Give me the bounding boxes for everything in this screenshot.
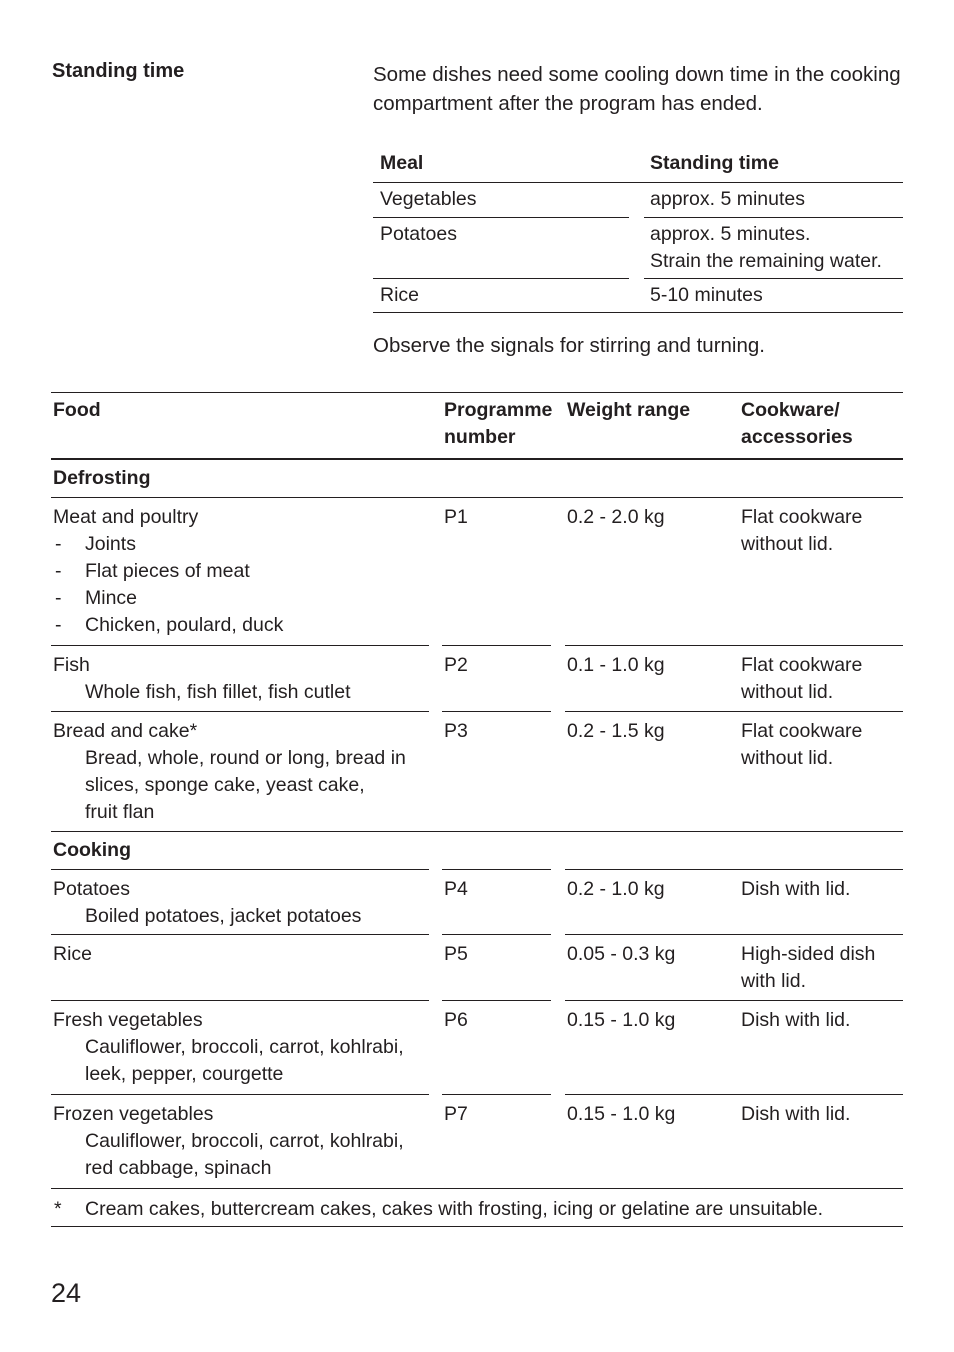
header-weight: Weight range: [567, 399, 691, 421]
time-cell: 5-10 minutes: [650, 284, 763, 306]
intro-text: Some dishes need some cooling down time in the cooking compartment after the program has ended.: [373, 63, 901, 115]
header-cookware: Cookware/ accessories: [741, 399, 853, 448]
table-row: [373, 279, 903, 313]
programme-table: [51, 392, 903, 1227]
list-item: - Chicken, poulard, duck: [53, 612, 423, 639]
time-cell: approx. 5 minutes: [650, 188, 806, 210]
footnote-text: Cream cakes, buttercream cakes, cakes with frosting, icing or gelatine are unsuitable.: [85, 1198, 824, 1220]
section-defrosting: [51, 460, 903, 498]
header-meal: Meal: [380, 152, 424, 174]
weight-cell: 0.2 - 2.0 kg: [567, 506, 665, 528]
programme-cell: P1: [444, 506, 468, 528]
food-cell: Fresh vegetables Cauliflower, broccoli, carrot, kohlrabi, leek, pepper, courgette: [53, 1009, 404, 1085]
food-cell: Rice: [53, 943, 93, 965]
food-cell: Potatoes Boiled potatoes, jacket potatoes: [53, 878, 362, 927]
list-item: - Mince: [53, 585, 423, 612]
section-title-cooking: Cooking: [53, 839, 131, 861]
standing-table-header: [373, 146, 903, 183]
weight-cell: 0.1 - 1.0 kg: [567, 654, 665, 676]
section-title-defrosting: Defrosting: [53, 467, 151, 489]
list-item: - Flat pieces of meat: [53, 558, 423, 585]
table-row: [51, 1095, 903, 1189]
food-cell: Frozen vegetables Cauliflower, broccoli, carrot, kohlrabi, red cabbage, spinach: [53, 1103, 404, 1179]
meal-cell: Vegetables: [380, 188, 477, 210]
list-item: - Joints: [53, 531, 423, 558]
programme-cell: P5: [444, 943, 468, 965]
section-title: Standing time: [52, 60, 185, 82]
weight-cell: 0.15 - 1.0 kg: [567, 1009, 676, 1031]
table-row: [51, 646, 903, 712]
table-row: [373, 183, 903, 218]
table-row: [51, 712, 903, 832]
cookware-cell: Dish with lid.: [741, 1103, 851, 1125]
table-row: [51, 870, 903, 935]
header-programme: Programme number: [444, 399, 553, 448]
table-row: [51, 1001, 903, 1095]
cookware-cell: Flat cookware without lid.: [741, 506, 863, 555]
food-cell: Meat and poultry - Joints - Flat pieces of meat - Mince - Chicken, poulard, duck: [53, 504, 423, 639]
food-cell: Fish Whole fish, fish fillet, fish cutlet: [53, 654, 351, 703]
programme-table-header: [51, 393, 903, 460]
footnote-marker: *: [54, 1198, 62, 1220]
meal-cell: Rice: [380, 284, 420, 306]
standing-time-table: [373, 146, 903, 313]
page-number: 24: [51, 1278, 82, 1308]
meal-cell: Potatoes: [380, 223, 457, 245]
programme-cell: P6: [444, 1009, 468, 1031]
weight-cell: 0.2 - 1.0 kg: [567, 878, 665, 900]
table-row: [51, 935, 903, 1001]
programme-cell: P2: [444, 654, 468, 676]
time-cell: approx. 5 minutes. Strain the remaining water.: [650, 223, 882, 272]
cookware-cell: High-sided dish with lid.: [741, 943, 876, 992]
weight-cell: 0.2 - 1.5 kg: [567, 720, 665, 742]
food-cell: Bread and cake* Bread, whole, round or long, bread in slices, sponge cake, yeast cake, fruit flan: [53, 720, 406, 823]
programme-cell: P3: [444, 720, 468, 742]
section-cooking: [51, 832, 903, 870]
cookware-cell: Dish with lid.: [741, 1009, 851, 1031]
header-standing-time: Standing time: [650, 152, 779, 174]
table-row: [51, 498, 903, 646]
table-row: [373, 218, 903, 279]
weight-cell: 0.05 - 0.3 kg: [567, 943, 676, 965]
programme-cell: P4: [444, 878, 468, 900]
programme-cell: P7: [444, 1103, 468, 1125]
cookware-cell: Dish with lid.: [741, 878, 851, 900]
weight-cell: 0.15 - 1.0 kg: [567, 1103, 676, 1125]
footnote: [51, 1189, 903, 1227]
observe-note: Observe the signals for stirring and turning.: [373, 334, 765, 357]
header-food: Food: [53, 399, 101, 421]
cookware-cell: Flat cookware without lid.: [741, 654, 863, 703]
cookware-cell: Flat cookware without lid.: [741, 720, 863, 769]
